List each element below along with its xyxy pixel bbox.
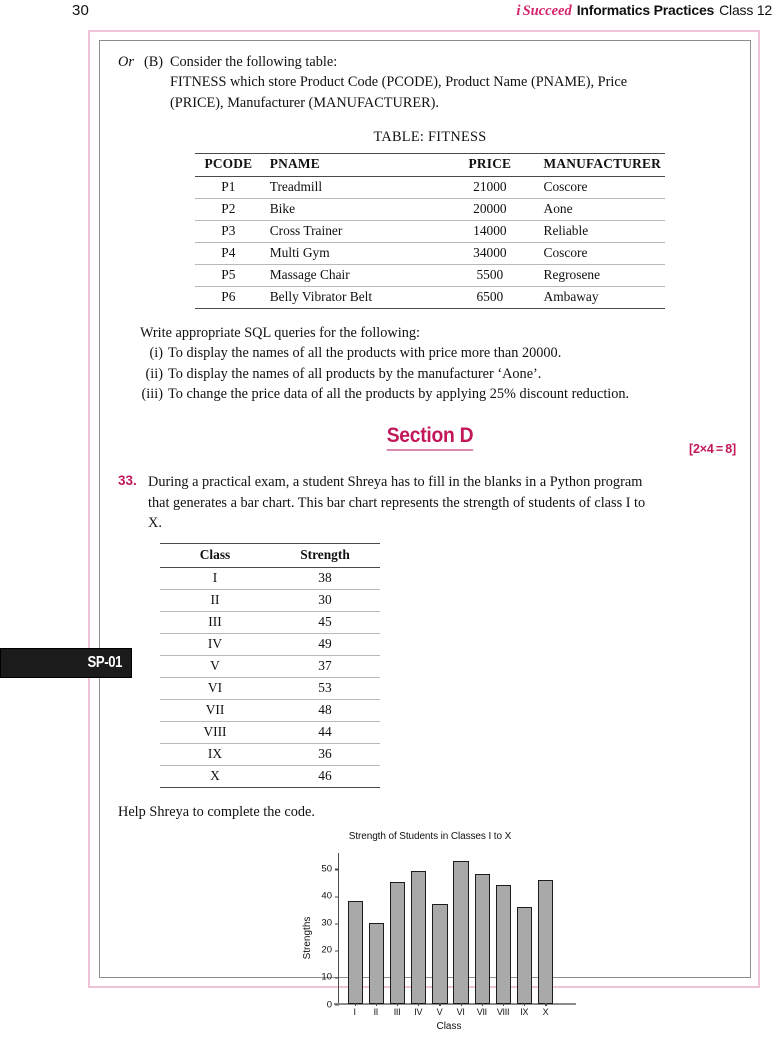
chart-x-tick-label: IV <box>408 1007 429 1017</box>
cell-strength: 45 <box>270 612 380 634</box>
chart-y-tick-label: 30 <box>321 918 339 929</box>
cell-class: III <box>160 612 270 634</box>
chart-bar-slot <box>429 853 450 1004</box>
chart-bar <box>432 904 447 1004</box>
or-label: Or <box>118 54 134 70</box>
cell-class: II <box>160 590 270 612</box>
cell-pcode: P5 <box>195 265 262 287</box>
query-number: (i) <box>149 345 163 362</box>
chart-bar <box>538 880 553 1004</box>
sample-paper-tab-label: SP-01 <box>87 654 122 671</box>
chart-y-tick-label: 20 <box>321 945 339 956</box>
chart-x-tick-label: X <box>535 1007 556 1017</box>
table-row <box>195 221 665 243</box>
cell-strength: 30 <box>270 590 380 612</box>
brand-subject: Informatics Practices <box>576 2 715 18</box>
cell-class: VII <box>160 700 270 722</box>
col-header-manufacturer: MANUFACTURER <box>536 154 665 177</box>
cell-manufacturer: Coscore <box>536 177 665 199</box>
question-33-line3: X. <box>148 514 162 531</box>
question-33-line2: that generates a bar chart. This bar chart represents the strength of students of class I to <box>148 494 646 511</box>
table-row <box>195 177 665 199</box>
col-header-class: Class <box>160 544 270 568</box>
fitness-table-head <box>195 154 665 177</box>
cell-class: IV <box>160 634 270 656</box>
cell-pcode: P6 <box>195 287 262 309</box>
fitness-table-body <box>195 177 665 309</box>
help-instruction: Help Shreya to complete the code. <box>118 804 315 821</box>
page-content <box>118 52 742 1046</box>
chart-y-tick-label: 10 <box>321 972 339 983</box>
chart-bar <box>453 861 468 1004</box>
bar-chart-area <box>118 831 742 1046</box>
question-b-description <box>170 72 742 113</box>
chart-bar-slot <box>408 853 429 1004</box>
table-row <box>160 678 380 700</box>
page-number: 30 <box>72 2 90 19</box>
question-33-line1: During a practical exam, a student Shreya has to fill in the blanks in a Python program <box>148 474 643 491</box>
cell-price: 14000 <box>444 221 535 243</box>
class-strength-table-head <box>160 544 380 568</box>
cell-manufacturer: Aone <box>536 199 665 221</box>
cell-pname: Massage Chair <box>262 265 444 287</box>
cell-strength: 53 <box>270 678 380 700</box>
chart-x-tick-label: II <box>365 1007 386 1017</box>
cell-strength: 46 <box>270 766 380 788</box>
chart-bar <box>517 907 532 1004</box>
cell-class: IX <box>160 744 270 766</box>
table-row <box>160 612 380 634</box>
list-item <box>140 343 742 363</box>
col-header-pcode: PCODE <box>195 154 262 177</box>
cell-pname: Bike <box>262 199 444 221</box>
query-number: (ii) <box>145 365 163 382</box>
cell-manufacturer: Regrosene <box>536 265 665 287</box>
table-row <box>160 656 380 678</box>
chart-x-tick-label: III <box>386 1007 407 1017</box>
table-row <box>195 287 665 309</box>
table-row <box>160 766 380 788</box>
chart-y-tick-label: 0 <box>327 999 339 1010</box>
cell-class: VIII <box>160 722 270 744</box>
chart-bar <box>411 871 426 1003</box>
section-heading-row <box>118 424 742 458</box>
query-text: To display the names of all products by the manufacturer ‘Aone’. <box>168 365 542 382</box>
chart-bar-slot <box>535 853 556 1004</box>
chart-bar-slot <box>450 853 471 1004</box>
table-row <box>160 568 380 590</box>
chart-bar-slot <box>387 853 408 1004</box>
chart-x-tick-label: I <box>344 1007 365 1017</box>
question-b-description-line2: (PRICE), Manufacturer (MANUFACTURER). <box>170 94 439 111</box>
cell-manufacturer: Coscore <box>536 243 665 265</box>
chart-bar-slot <box>472 853 493 1004</box>
cell-strength: 44 <box>270 722 380 744</box>
chart-bar <box>390 882 405 1003</box>
table-row <box>195 243 665 265</box>
bar-chart <box>280 831 580 1046</box>
chart-x-tick-label: VIII <box>492 1007 513 1017</box>
chart-title: Strength of Students in Classes I to X <box>348 830 512 842</box>
chart-x-tick-label: IX <box>514 1007 535 1017</box>
cell-manufacturer: Reliable <box>536 221 665 243</box>
cell-strength: 37 <box>270 656 380 678</box>
class-strength-table <box>160 543 380 788</box>
cell-pcode: P2 <box>195 199 262 221</box>
cell-class: V <box>160 656 270 678</box>
chart-bar <box>348 901 363 1003</box>
brand-line <box>516 2 772 20</box>
table-header-row <box>160 544 380 568</box>
brand-class: Class 12 <box>719 2 772 18</box>
cell-strength: 48 <box>270 700 380 722</box>
col-header-pname: PNAME <box>262 154 444 177</box>
sql-queries-block <box>118 323 742 404</box>
chart-x-ticks <box>338 1007 560 1017</box>
chart-y-tick-label: 50 <box>321 863 339 874</box>
table-row <box>160 700 380 722</box>
col-header-strength: Strength <box>270 544 380 568</box>
chart-x-tick-label: V <box>429 1007 450 1017</box>
fitness-table-caption: TABLE: FITNESS <box>373 128 487 145</box>
query-text: To change the price data of all the products by applying 25% discount reduction. <box>168 386 630 403</box>
cell-pcode: P1 <box>195 177 262 199</box>
cell-strength: 36 <box>270 744 380 766</box>
cell-pcode: P3 <box>195 221 262 243</box>
class-strength-table-body <box>160 568 380 788</box>
question-b-lead-text: Consider the following table: <box>170 54 338 70</box>
fitness-table <box>195 153 665 309</box>
table-row <box>160 590 380 612</box>
cell-pname: Multi Gym <box>262 243 444 265</box>
cell-class: I <box>160 568 270 590</box>
table-row <box>160 744 380 766</box>
chart-bar <box>475 874 490 1003</box>
class-strength-table-wrapper <box>160 543 742 788</box>
cell-price: 6500 <box>444 287 535 309</box>
table-header-row <box>195 154 665 177</box>
cell-pcode: P4 <box>195 243 262 265</box>
cell-pname: Treadmill <box>262 177 444 199</box>
chart-bar-slot <box>493 853 514 1004</box>
chart-x-axis-label: Class <box>436 1020 462 1032</box>
table-row <box>160 722 380 744</box>
cell-price: 5500 <box>444 265 535 287</box>
cell-class: X <box>160 766 270 788</box>
chart-bar-slot <box>514 853 535 1004</box>
query-number: (iii) <box>141 386 163 403</box>
brand-name: Succeed <box>522 3 572 19</box>
cell-class: VI <box>160 678 270 700</box>
chart-y-tick-label: 40 <box>321 891 339 902</box>
question-33-body <box>148 472 742 533</box>
section-title: Section D <box>387 424 474 451</box>
question-33 <box>118 472 742 533</box>
cell-strength: 38 <box>270 568 380 590</box>
sample-paper-tab <box>0 648 132 678</box>
cell-pname: Belly Vibrator Belt <box>262 287 444 309</box>
table-row <box>160 634 380 656</box>
cell-price: 34000 <box>444 243 535 265</box>
list-item <box>140 364 742 384</box>
chart-y-axis-label: Strengths <box>301 916 313 960</box>
cell-strength: 49 <box>270 634 380 656</box>
cell-pname: Cross Trainer <box>262 221 444 243</box>
chart-x-tick-label: VI <box>450 1007 471 1017</box>
col-header-price: PRICE <box>444 154 535 177</box>
sql-queries-lead: Write appropriate SQL queries for the following: <box>140 325 420 342</box>
chart-bar <box>496 885 511 1004</box>
chart-bar <box>369 923 384 1004</box>
question-b-description-line1: FITNESS which store Product Code (PCODE), Product Name (PNAME), Price <box>170 74 628 91</box>
question-33-number: 33. <box>118 473 137 489</box>
brand-i-mark: i <box>516 3 521 19</box>
table-row <box>195 265 665 287</box>
chart-bar-slot <box>366 853 387 1004</box>
question-b-letter: (B) <box>144 54 164 70</box>
fitness-table-wrapper <box>118 153 742 309</box>
chart-plot-area <box>321 853 560 1011</box>
question-b-lead <box>118 52 742 72</box>
list-item <box>140 384 742 404</box>
cell-price: 20000 <box>444 199 535 221</box>
section-marks: [2×4 = 8] <box>689 442 736 457</box>
cell-price: 21000 <box>444 177 535 199</box>
chart-bar-slot <box>345 853 366 1004</box>
chart-x-tick-label: VII <box>471 1007 492 1017</box>
table-row <box>195 199 665 221</box>
cell-manufacturer: Ambaway <box>536 287 665 309</box>
chart-bars <box>339 853 560 1004</box>
running-head <box>0 2 782 26</box>
query-text: To display the names of all the products with price more than 20000. <box>168 345 562 362</box>
